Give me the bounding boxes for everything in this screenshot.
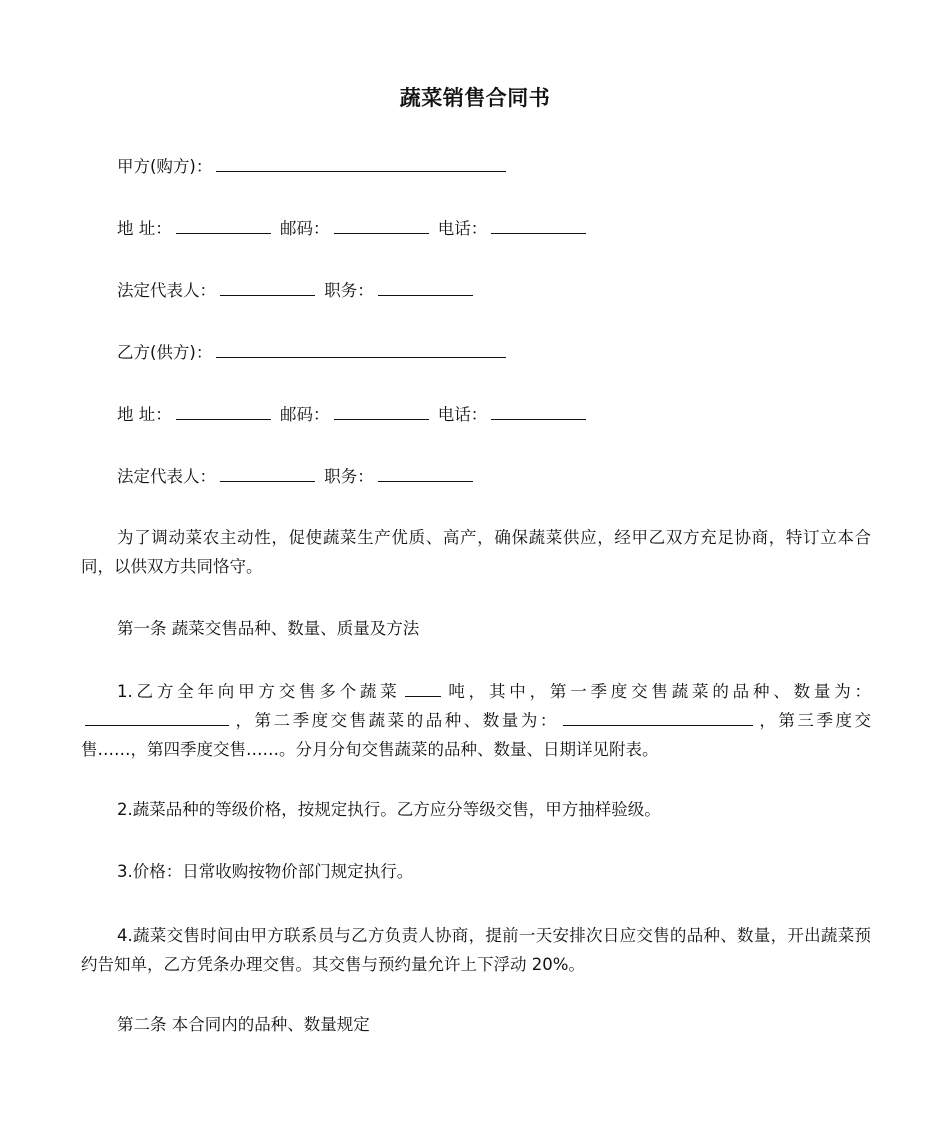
item-3-paragraph: 3.价格：日常收购按物价部门规定执行。 (117, 862, 414, 881)
q1-blank (85, 707, 229, 726)
zip-blank (334, 401, 429, 420)
phone-blank (491, 215, 586, 234)
rep-blank (220, 463, 315, 482)
party-a-label: 甲方(购方)： (117, 157, 213, 176)
position-blank (378, 277, 473, 296)
item-1-part-a: 1.乙方全年向甲方交售多个蔬菜 (117, 682, 401, 701)
position-label: 职务： (324, 467, 374, 486)
party-b-label: 乙方(供方)： (117, 343, 213, 362)
item-1-part-b: 吨，其中，第一季度交售蔬菜的品种、数量为： (444, 682, 871, 701)
party-a-line (117, 153, 510, 179)
phone-blank (491, 401, 586, 420)
phone-label: 电话： (437, 405, 488, 424)
party-b-rep-line (117, 463, 477, 489)
item-1-part-d: ，第三季度交售……，第四季度交售……。分月分旬交售蔬菜的品种、数量、日期详见附表。 (81, 711, 872, 759)
zip-label: 邮码： (280, 405, 330, 424)
party-a-rep-line (117, 277, 477, 303)
tonnage-blank (405, 678, 441, 697)
address-blank (176, 401, 271, 420)
address-label: 地 址： (117, 219, 172, 238)
rep-label: 法定代表人： (117, 281, 216, 300)
party-b-address-line (117, 401, 590, 427)
item-4-paragraph: 4.蔬菜交售时间由甲方联系员与乙方负责人协商，提前一天安排次日应交售的品种、数量，开出蔬菜预约告知单，乙方凭条办理交售。其交售与预约量允许上下浮动 20%。 (81, 926, 871, 974)
party-b-line (117, 339, 510, 365)
item-1-part-c: ，第二季度交售蔬菜的品种、数量为： (233, 711, 559, 730)
party-a-address-line (117, 215, 590, 241)
position-blank (378, 463, 473, 482)
item-1-paragraph (81, 677, 871, 764)
article-2-heading: 第二条 本合同内的品种、数量规定 (117, 1015, 370, 1034)
address-blank (176, 215, 271, 234)
item-2-paragraph: 2.蔬菜品种的等级价格，按规定执行。乙方应分等级交售，甲方抽样验级。 (117, 800, 661, 819)
party-a-blank (216, 153, 506, 172)
zip-label: 邮码： (280, 219, 330, 238)
party-b-blank (216, 339, 506, 358)
phone-label: 电话： (437, 219, 488, 238)
q2-blank (563, 707, 753, 726)
rep-label: 法定代表人： (117, 467, 216, 486)
position-label: 职务： (324, 281, 374, 300)
rep-blank (220, 277, 315, 296)
address-label: 地 址： (117, 405, 172, 424)
zip-blank (334, 215, 429, 234)
document-title: 蔬菜销售合同书 (399, 86, 551, 110)
intro-paragraph: 为了调动菜农主动性，促使蔬菜生产优质、高产，确保蔬菜供应，经甲乙双方充足协商，特订立本合同，以供双方共同恪守。 (81, 528, 871, 576)
article-1-heading: 第一条 蔬菜交售品种、数量、质量及方法 (117, 619, 420, 638)
